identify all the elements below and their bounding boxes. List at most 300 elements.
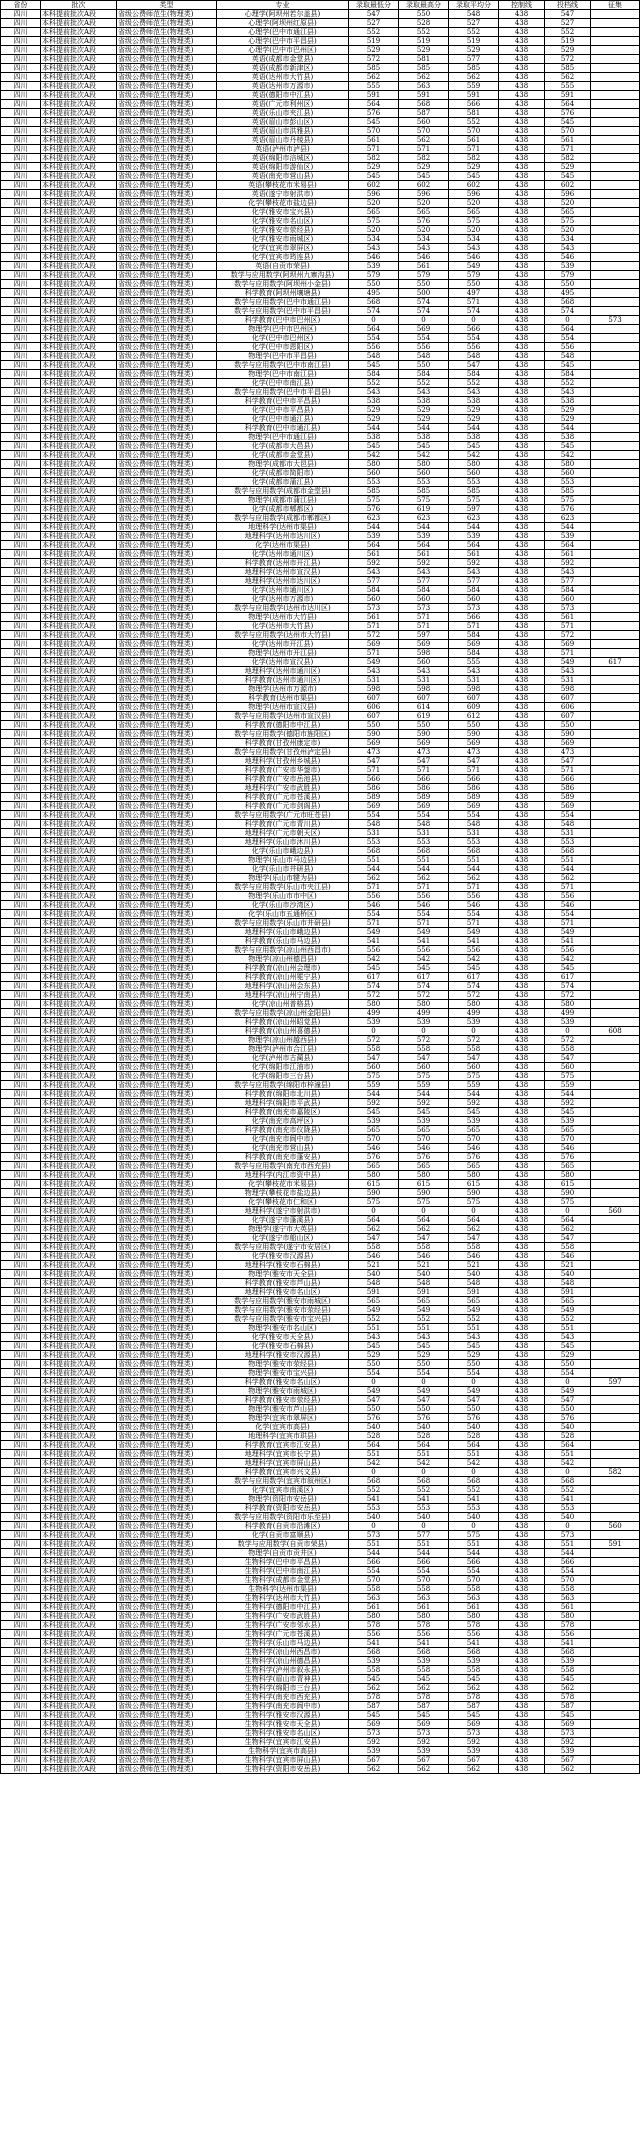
cell-max-score: 552 <box>399 28 449 37</box>
cell-province: 四川 <box>1 55 41 64</box>
cell-type: 省级公费师范生(物理类) <box>117 361 217 370</box>
cell-min-score: 548 <box>349 820 399 829</box>
cell-major: 地理科学(甘孜州乡城县) <box>217 757 349 766</box>
cell-supplementary <box>591 1054 640 1063</box>
table-row <box>1 235 640 244</box>
cell-filing-line: 615 <box>545 1180 591 1189</box>
cell-control-line: 438 <box>499 1621 545 1630</box>
cell-min-score: 562 <box>349 874 399 883</box>
cell-control-line: 438 <box>499 1441 545 1450</box>
cell-filing-line: 562 <box>545 1225 591 1234</box>
cell-min-score: 564 <box>349 1441 399 1450</box>
cell-max-score: 545 <box>399 1675 449 1684</box>
cell-control-line: 438 <box>499 586 545 595</box>
cell-max-score: 554 <box>399 811 449 820</box>
cell-province: 四川 <box>1 604 41 613</box>
cell-major: 地理科学(宜宾市珙县) <box>217 1432 349 1441</box>
cell-type: 省级公费师范生(物理类) <box>117 1594 217 1603</box>
cell-supplementary <box>591 1018 640 1027</box>
cell-major: 数学与应用数学(绵阳市梓潼县) <box>217 1081 349 1090</box>
table-row <box>1 1342 640 1351</box>
cell-min-score: 556 <box>349 343 399 352</box>
cell-control-line: 438 <box>499 595 545 604</box>
cell-major: 物理学(达州市大竹县) <box>217 613 349 622</box>
cell-supplementary <box>591 1063 640 1072</box>
cell-max-score: 540 <box>399 1513 449 1522</box>
cell-major: 物理学(凉山州德昌县) <box>217 955 349 964</box>
cell-supplementary <box>591 838 640 847</box>
cell-major: 生物科学(泸州市叙永县) <box>217 1666 349 1675</box>
cell-supplementary <box>591 874 640 883</box>
cell-control-line: 438 <box>499 181 545 190</box>
cell-avg-score: 552 <box>449 28 499 37</box>
cell-filing-line: 571 <box>545 919 591 928</box>
cell-province: 四川 <box>1 244 41 253</box>
cell-filing-line: 545 <box>545 1342 591 1351</box>
table-row <box>1 442 640 451</box>
cell-batch: 本科提前批次A段 <box>41 1198 117 1207</box>
cell-filing-line: 570 <box>545 1576 591 1585</box>
cell-max-score: 580 <box>399 1612 449 1621</box>
cell-avg-score: 539 <box>449 532 499 541</box>
cell-max-score: 569 <box>399 739 449 748</box>
cell-min-score: 580 <box>349 460 399 469</box>
cell-batch: 本科提前批次A段 <box>41 181 117 190</box>
cell-avg-score: 575 <box>449 217 499 226</box>
cell-filing-line: 540 <box>545 1270 591 1279</box>
cell-filing-line: 574 <box>545 982 591 991</box>
cell-supplementary <box>591 10 640 19</box>
cell-avg-score: 609 <box>449 703 499 712</box>
table-row <box>1 1495 640 1504</box>
cell-control-line: 438 <box>499 289 545 298</box>
cell-control-line: 438 <box>499 1711 545 1720</box>
table-row <box>1 550 640 559</box>
table-row <box>1 1081 640 1090</box>
cell-supplementary <box>591 586 640 595</box>
cell-batch: 本科提前批次A段 <box>41 289 117 298</box>
cell-control-line: 438 <box>499 217 545 226</box>
cell-max-score: 549 <box>399 1306 449 1315</box>
cell-filing-line: 529 <box>545 1351 591 1360</box>
cell-max-score: 584 <box>399 370 449 379</box>
cell-avg-score: 552 <box>449 1486 499 1495</box>
table-row <box>1 775 640 784</box>
cell-min-score: 558 <box>349 1243 399 1252</box>
cell-control-line: 438 <box>499 1657 545 1666</box>
cell-province: 四川 <box>1 910 41 919</box>
cell-min-score: 559 <box>349 1081 399 1090</box>
cell-batch: 本科提前批次A段 <box>41 964 117 973</box>
table-row <box>1 901 640 910</box>
cell-min-score: 545 <box>349 1711 399 1720</box>
table-row <box>1 1414 640 1423</box>
cell-major: 生物科学(凉山州德昌县) <box>217 1657 349 1666</box>
cell-major: 化学(雅安市雨城区) <box>217 235 349 244</box>
cell-min-score: 570 <box>349 1576 399 1585</box>
cell-batch: 本科提前批次A段 <box>41 1675 117 1684</box>
cell-min-score: 591 <box>349 91 399 100</box>
cell-batch: 本科提前批次A段 <box>41 892 117 901</box>
cell-province: 四川 <box>1 424 41 433</box>
cell-min-score: 527 <box>349 19 399 28</box>
cell-supplementary <box>591 802 640 811</box>
cell-province: 四川 <box>1 1594 41 1603</box>
cell-province: 四川 <box>1 1378 41 1387</box>
cell-supplementary <box>591 91 640 100</box>
cell-control-line: 438 <box>499 910 545 919</box>
cell-major: 数学与应用数学(资阳市乐至县) <box>217 1513 349 1522</box>
cell-supplementary <box>591 649 640 658</box>
cell-type: 省级公费师范生(物理类) <box>117 1576 217 1585</box>
cell-min-score: 554 <box>349 1369 399 1378</box>
cell-batch: 本科提前批次A段 <box>41 1324 117 1333</box>
cell-max-score: 558 <box>399 1045 449 1054</box>
cell-major: 科学教育(凉山州冕宁县) <box>217 973 349 982</box>
cell-major: 化学(巴中市南江县) <box>217 379 349 388</box>
cell-major: 化学(绵阳市江油市) <box>217 1063 349 1072</box>
cell-avg-score: 547 <box>449 1396 499 1405</box>
cell-major: 生物科学(宜宾市屏山县) <box>217 1756 349 1765</box>
cell-province: 四川 <box>1 1459 41 1468</box>
cell-max-score: 573 <box>399 604 449 613</box>
table-row <box>1 730 640 739</box>
cell-control-line: 438 <box>499 55 545 64</box>
cell-min-score: 586 <box>349 784 399 793</box>
cell-min-score: 567 <box>349 1756 399 1765</box>
cell-control-line: 438 <box>499 1666 545 1675</box>
table-row <box>1 1657 640 1666</box>
cell-min-score: 566 <box>349 1558 399 1567</box>
table-row <box>1 298 640 307</box>
cell-type: 省级公费师范生(物理类) <box>117 829 217 838</box>
cell-control-line: 438 <box>499 1432 545 1441</box>
cell-batch: 本科提前批次A段 <box>41 1009 117 1018</box>
cell-type: 省级公费师范生(物理类) <box>117 1162 217 1171</box>
table-row <box>1 793 640 802</box>
cell-province: 四川 <box>1 1324 41 1333</box>
table-row <box>1 1090 640 1099</box>
cell-filing-line: 544 <box>545 865 591 874</box>
cell-min-score: 569 <box>349 739 399 748</box>
cell-avg-score: 554 <box>449 1567 499 1576</box>
cell-supplementary <box>591 1081 640 1090</box>
cell-supplementary <box>591 595 640 604</box>
cell-avg-score: 547 <box>449 361 499 370</box>
cell-major: 地理科学(达州市通川区) <box>217 667 349 676</box>
cell-province: 四川 <box>1 1405 41 1414</box>
cell-max-score: 541 <box>399 1639 449 1648</box>
table-row <box>1 1513 640 1522</box>
cell-min-score: 615 <box>349 1180 399 1189</box>
table-row <box>1 1234 640 1243</box>
table-row <box>1 361 640 370</box>
cell-type: 省级公费师范生(物理类) <box>117 865 217 874</box>
cell-type: 省级公费师范生(物理类) <box>117 1072 217 1081</box>
cell-batch: 本科提前批次A段 <box>41 361 117 370</box>
cell-max-score: 592 <box>399 1738 449 1747</box>
cell-max-score: 562 <box>399 73 449 82</box>
cell-province: 四川 <box>1 118 41 127</box>
cell-province: 四川 <box>1 127 41 136</box>
cell-province: 四川 <box>1 847 41 856</box>
cell-min-score: 545 <box>349 1675 399 1684</box>
table-row <box>1 1324 640 1333</box>
table-row <box>1 145 640 154</box>
table-row <box>1 748 640 757</box>
cell-supplementary <box>591 694 640 703</box>
cell-control-line: 438 <box>499 820 545 829</box>
cell-min-score: 585 <box>349 64 399 73</box>
cell-province: 四川 <box>1 1675 41 1684</box>
cell-supplementary <box>591 415 640 424</box>
cell-max-score: 565 <box>399 208 449 217</box>
cell-max-score: 500 <box>399 289 449 298</box>
table-row <box>1 1675 640 1684</box>
cell-avg-score: 584 <box>449 370 499 379</box>
cell-province: 四川 <box>1 1477 41 1486</box>
cell-filing-line: 558 <box>545 1666 591 1675</box>
cell-province: 四川 <box>1 1639 41 1648</box>
cell-type: 省级公费师范生(物理类) <box>117 1639 217 1648</box>
table-row <box>1 154 640 163</box>
cell-supplementary <box>591 1603 640 1612</box>
cell-avg-score: 561 <box>449 550 499 559</box>
cell-batch: 本科提前批次A段 <box>41 1738 117 1747</box>
cell-avg-score: 554 <box>449 334 499 343</box>
cell-province: 四川 <box>1 703 41 712</box>
cell-avg-score: 549 <box>449 1387 499 1396</box>
table-row <box>1 811 640 820</box>
cell-filing-line: 569 <box>545 1720 591 1729</box>
cell-control-line: 438 <box>499 1378 545 1387</box>
cell-supplementary <box>591 1675 640 1684</box>
cell-max-score: 553 <box>399 1504 449 1513</box>
table-row <box>1 406 640 415</box>
cell-supplementary <box>591 775 640 784</box>
cell-max-score: 544 <box>399 424 449 433</box>
cell-max-score: 571 <box>399 766 449 775</box>
cell-max-score: 563 <box>399 82 449 91</box>
cell-avg-score: 542 <box>449 451 499 460</box>
cell-batch: 本科提前批次A段 <box>41 1180 117 1189</box>
table-row <box>1 856 640 865</box>
cell-supplementary <box>591 856 640 865</box>
cell-filing-line: 564 <box>545 1441 591 1450</box>
cell-max-score: 592 <box>399 559 449 568</box>
cell-supplementary <box>591 1621 640 1630</box>
cell-avg-score: 552 <box>449 1315 499 1324</box>
cell-major: 数学与应用数学(乐山市夹江县) <box>217 883 349 892</box>
cell-province: 四川 <box>1 955 41 964</box>
cell-control-line: 438 <box>499 271 545 280</box>
cell-control-line: 438 <box>499 1738 545 1747</box>
header-avg-score: 录取平均分 <box>449 1 499 10</box>
cell-avg-score: 534 <box>449 235 499 244</box>
cell-avg-score: 578 <box>449 1693 499 1702</box>
cell-avg-score: 572 <box>449 1036 499 1045</box>
cell-avg-score: 545 <box>449 1711 499 1720</box>
cell-avg-score: 577 <box>449 55 499 64</box>
cell-type: 省级公费师范生(物理类) <box>117 532 217 541</box>
cell-province: 四川 <box>1 1054 41 1063</box>
cell-max-score: 591 <box>399 1288 449 1297</box>
table-row <box>1 640 640 649</box>
table-row <box>1 1378 640 1387</box>
cell-batch: 本科提前批次A段 <box>41 343 117 352</box>
cell-filing-line: 534 <box>545 235 591 244</box>
cell-province: 四川 <box>1 1018 41 1027</box>
cell-batch: 本科提前批次A段 <box>41 505 117 514</box>
cell-type: 省级公费师范生(物理类) <box>117 946 217 955</box>
cell-type: 省级公费师范生(物理类) <box>117 145 217 154</box>
cell-batch: 本科提前批次A段 <box>41 460 117 469</box>
cell-min-score: 544 <box>349 865 399 874</box>
cell-supplementary <box>591 1270 640 1279</box>
cell-filing-line: 580 <box>545 1000 591 1009</box>
cell-supplementary <box>591 1477 640 1486</box>
cell-control-line: 438 <box>499 811 545 820</box>
table-row <box>1 19 640 28</box>
cell-type: 省级公费师范生(物理类) <box>117 1702 217 1711</box>
cell-type: 省级公费师范生(物理类) <box>117 523 217 532</box>
cell-supplementary <box>591 964 640 973</box>
cell-batch: 本科提前批次A段 <box>41 658 117 667</box>
cell-max-score: 576 <box>399 1414 449 1423</box>
cell-supplementary <box>591 1549 640 1558</box>
cell-min-score: 576 <box>349 1414 399 1423</box>
cell-max-score: 542 <box>399 451 449 460</box>
table-row <box>1 1387 640 1396</box>
cell-min-score: 544 <box>349 424 399 433</box>
cell-type: 省级公费师范生(物理类) <box>117 253 217 262</box>
cell-min-score: 617 <box>349 973 399 982</box>
cell-control-line: 438 <box>499 1351 545 1360</box>
cell-min-score: 543 <box>349 244 399 253</box>
cell-min-score: 539 <box>349 532 399 541</box>
cell-avg-score: 585 <box>449 64 499 73</box>
cell-major: 科学教育(南充市蓬安县) <box>217 1153 349 1162</box>
cell-max-score: 552 <box>399 1315 449 1324</box>
cell-batch: 本科提前批次A段 <box>41 1054 117 1063</box>
cell-filing-line: 568 <box>545 847 591 856</box>
cell-type: 省级公费师范生(物理类) <box>117 1612 217 1621</box>
cell-avg-score: 570 <box>449 1135 499 1144</box>
cell-control-line: 438 <box>499 370 545 379</box>
cell-min-score: 580 <box>349 1171 399 1180</box>
table-row <box>1 325 640 334</box>
cell-batch: 本科提前批次A段 <box>41 1000 117 1009</box>
cell-type: 省级公费师范生(物理类) <box>117 811 217 820</box>
table-row <box>1 928 640 937</box>
cell-filing-line: 552 <box>545 379 591 388</box>
cell-major: 化学(雅安市石棉县) <box>217 1342 349 1351</box>
cell-type: 省级公费师范生(物理类) <box>117 1360 217 1369</box>
cell-max-score: 565 <box>399 1162 449 1171</box>
cell-control-line: 438 <box>499 946 545 955</box>
cell-min-score: 551 <box>349 1450 399 1459</box>
cell-major: 化学(遂宁市蓬溪县) <box>217 1216 349 1225</box>
cell-filing-line: 545 <box>545 964 591 973</box>
cell-batch: 本科提前批次A段 <box>41 856 117 865</box>
cell-province: 四川 <box>1 460 41 469</box>
table-row <box>1 1630 640 1639</box>
table-row <box>1 1108 640 1117</box>
cell-avg-score: 548 <box>449 352 499 361</box>
cell-min-score: 545 <box>349 172 399 181</box>
cell-avg-score: 563 <box>449 1594 499 1603</box>
table-row <box>1 784 640 793</box>
cell-control-line: 438 <box>499 901 545 910</box>
cell-filing-line: 546 <box>545 1252 591 1261</box>
cell-major: 生物科学(成都市金堂县) <box>217 1576 349 1585</box>
cell-batch: 本科提前批次A段 <box>41 1612 117 1621</box>
cell-min-score: 551 <box>349 856 399 865</box>
cell-avg-score: 590 <box>449 1189 499 1198</box>
cell-batch: 本科提前批次A段 <box>41 901 117 910</box>
cell-filing-line: 561 <box>545 613 591 622</box>
cell-type: 省级公费师范生(物理类) <box>117 514 217 523</box>
cell-min-score: 589 <box>349 793 399 802</box>
cell-type: 省级公费师范生(物理类) <box>117 154 217 163</box>
cell-supplementary <box>591 1756 640 1765</box>
cell-type: 省级公费师范生(物理类) <box>117 1747 217 1756</box>
cell-control-line: 438 <box>499 1387 545 1396</box>
cell-province: 四川 <box>1 271 41 280</box>
cell-min-score: 545 <box>349 361 399 370</box>
cell-batch: 本科提前批次A段 <box>41 622 117 631</box>
cell-min-score: 547 <box>349 1054 399 1063</box>
cell-avg-score: 571 <box>449 883 499 892</box>
cell-avg-score: 546 <box>449 1144 499 1153</box>
cell-filing-line: 551 <box>545 856 591 865</box>
cell-supplementary <box>591 1000 640 1009</box>
table-row <box>1 1459 640 1468</box>
cell-batch: 本科提前批次A段 <box>41 1702 117 1711</box>
cell-min-score: 539 <box>349 1117 399 1126</box>
table-row <box>1 1702 640 1711</box>
cell-max-score: 0 <box>399 316 449 325</box>
cell-max-score: 548 <box>399 352 449 361</box>
cell-control-line: 438 <box>499 262 545 271</box>
cell-type: 省级公费师范生(物理类) <box>117 136 217 145</box>
cell-batch: 本科提前批次A段 <box>41 1153 117 1162</box>
cell-supplementary: 560 <box>591 1207 640 1216</box>
cell-batch: 本科提前批次A段 <box>41 1504 117 1513</box>
table-row <box>1 955 640 964</box>
table-row <box>1 496 640 505</box>
cell-min-score: 573 <box>349 1729 399 1738</box>
cell-batch: 本科提前批次A段 <box>41 1594 117 1603</box>
cell-max-score: 590 <box>399 730 449 739</box>
cell-major: 英语(乐山市夹江县) <box>217 109 349 118</box>
cell-filing-line: 560 <box>545 595 591 604</box>
cell-max-score: 543 <box>399 667 449 676</box>
cell-control-line: 438 <box>499 793 545 802</box>
cell-max-score: 574 <box>399 307 449 316</box>
cell-batch: 本科提前批次A段 <box>41 1090 117 1099</box>
cell-max-score: 562 <box>399 1684 449 1693</box>
cell-control-line: 438 <box>499 154 545 163</box>
cell-supplementary <box>591 1765 640 1774</box>
cell-min-score: 521 <box>349 1261 399 1270</box>
cell-max-score: 614 <box>399 703 449 712</box>
cell-min-score: 592 <box>349 1099 399 1108</box>
cell-major: 数学与应用数学(雅安市荥经县) <box>217 1306 349 1315</box>
cell-major: 数学与应用数学(成都市郫都区) <box>217 514 349 523</box>
cell-control-line: 438 <box>499 1756 545 1765</box>
cell-avg-score: 543 <box>449 667 499 676</box>
